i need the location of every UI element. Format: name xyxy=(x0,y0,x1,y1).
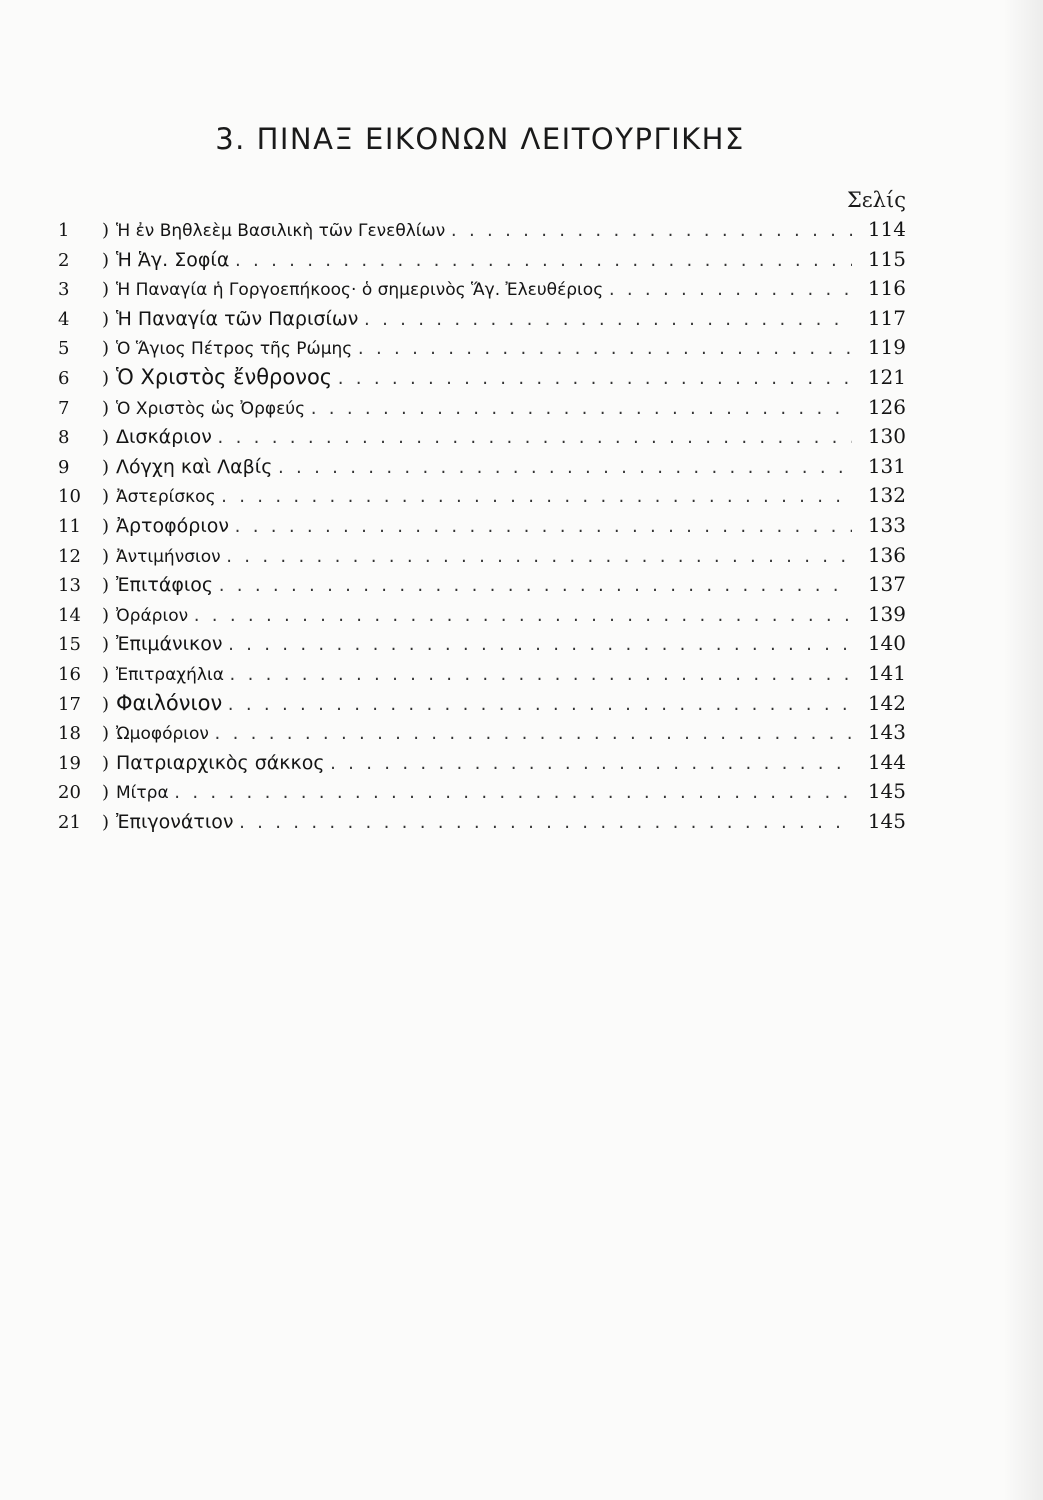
toc-entry xyxy=(58,217,906,247)
table-of-contents xyxy=(58,217,906,838)
dot-leader xyxy=(238,814,853,832)
dot-leader xyxy=(217,577,852,595)
entry-paren: ) xyxy=(102,575,110,597)
entry-label: Ὀράριον xyxy=(116,605,189,626)
toc-entry xyxy=(58,424,906,454)
entry-page-number: 121 xyxy=(867,364,906,389)
entry-page-number: 116 xyxy=(867,276,906,301)
entry-label: Πατριαρχικὸς σάκκος xyxy=(116,751,325,774)
entry-page-number: 115 xyxy=(867,246,906,271)
entry-page-number: 137 xyxy=(867,572,906,597)
toc-entry xyxy=(58,276,906,306)
entry-number: 1 xyxy=(58,220,70,241)
entry-label: Μίτρα xyxy=(116,783,169,804)
toc-entry xyxy=(58,483,906,513)
entry-paren: ) xyxy=(102,397,110,419)
dot-leader xyxy=(276,459,852,477)
toc-entry xyxy=(58,809,906,839)
entry-number: 19 xyxy=(58,752,81,774)
entry-page-number: 145 xyxy=(867,808,906,833)
entry-number: 2 xyxy=(58,249,70,271)
dot-leader xyxy=(362,311,852,329)
entry-paren: ) xyxy=(102,308,110,330)
entry-page-number: 119 xyxy=(867,335,906,360)
toc-entry xyxy=(58,720,906,750)
entry-label: Ἡ ἐν Βηθλεὲμ Βασιλικὴ τῶν Γενεθλίων xyxy=(116,221,446,241)
entry-paren: ) xyxy=(102,545,110,567)
entry-page-number: 136 xyxy=(867,542,906,567)
entry-page-number: 144 xyxy=(867,749,906,774)
toc-entry xyxy=(58,306,906,336)
dot-leader xyxy=(220,488,852,506)
entry-page-number: 117 xyxy=(867,305,906,330)
entry-paren: ) xyxy=(102,486,110,508)
dot-leader xyxy=(173,784,852,802)
entry-number: 12 xyxy=(58,545,81,567)
entry-paren: ) xyxy=(102,338,110,360)
entry-page-number: 140 xyxy=(867,631,906,656)
entry-page-number: 142 xyxy=(867,690,906,715)
entry-number: 20 xyxy=(58,782,81,804)
entry-page-number: 126 xyxy=(867,394,906,419)
dot-leader xyxy=(225,548,852,566)
toc-entry xyxy=(58,395,906,425)
entry-page-number: 133 xyxy=(867,512,906,537)
dot-leader xyxy=(226,636,852,654)
entry-label: Φαιλόνιον xyxy=(116,690,223,715)
entry-label: Ὁ Χριστὸς ὡς Ὀρφεύς xyxy=(116,398,306,419)
entry-page-number: 130 xyxy=(867,424,906,449)
toc-entry xyxy=(58,543,906,573)
page-title: 3. ΠΙΝΑΞ ΕΙΚΟΝΩΝ ΛΕΙΤΟΥΡΓΙΚΗΣ xyxy=(215,122,745,156)
entry-page-number: 132 xyxy=(867,483,906,508)
dot-leader xyxy=(233,518,852,536)
entry-number: 4 xyxy=(58,308,70,330)
entry-paren: ) xyxy=(102,811,110,833)
page-column-header: Σελίς xyxy=(846,188,906,212)
dot-leader xyxy=(607,281,852,299)
entry-number: 21 xyxy=(58,811,81,833)
entry-page-number: 145 xyxy=(867,779,906,804)
entry-paren: ) xyxy=(102,782,110,804)
entry-page-number: 139 xyxy=(867,601,906,626)
entry-paren: ) xyxy=(102,367,110,389)
entry-number: 8 xyxy=(58,427,70,449)
entry-label: Ἡ Παναγία ἡ Γοργοεπήκοος· ὁ σημερινὸς Ἅγ. Ἐλευθέριος xyxy=(116,280,604,301)
entry-number: 3 xyxy=(58,279,70,301)
entry-number: 17 xyxy=(58,693,81,715)
toc-entry xyxy=(58,247,906,277)
entry-paren: ) xyxy=(102,752,110,774)
dot-leader xyxy=(228,666,852,684)
entry-paren: ) xyxy=(102,427,110,449)
entry-number: 15 xyxy=(58,634,81,656)
entry-number: 5 xyxy=(58,338,70,360)
entry-number: 9 xyxy=(58,456,70,478)
entry-label: Ἐπιτραχήλια xyxy=(116,664,224,685)
entry-paren: ) xyxy=(102,723,110,745)
dot-leader xyxy=(356,340,852,358)
toc-entry xyxy=(58,691,906,721)
entry-label: Ἀστερίσκος xyxy=(116,487,216,508)
entry-page-number: 131 xyxy=(867,453,906,478)
entry-paren: ) xyxy=(102,515,110,537)
toc-entry xyxy=(58,365,906,395)
entry-number: 7 xyxy=(58,397,70,419)
toc-entry xyxy=(58,661,906,691)
entry-number: 16 xyxy=(58,663,81,685)
dot-leader xyxy=(449,222,852,240)
entry-label: Ἡ Παναγία τῶν Παρισίων xyxy=(116,307,359,330)
dot-leader xyxy=(336,370,852,388)
entry-number: 10 xyxy=(58,486,81,508)
dot-leader xyxy=(309,400,852,418)
entry-paren: ) xyxy=(102,604,110,626)
entry-page-number: 141 xyxy=(867,660,906,685)
toc-entry xyxy=(58,779,906,809)
entry-paren: ) xyxy=(102,634,110,656)
page-edge-shadow xyxy=(1003,0,1043,1500)
dot-leader xyxy=(216,429,852,447)
dot-leader xyxy=(192,607,852,625)
entry-number: 14 xyxy=(58,604,81,626)
entry-label: Ἡ Ἁγ. Σοφία xyxy=(116,248,230,271)
dot-leader xyxy=(328,755,852,773)
toc-entry xyxy=(58,335,906,365)
entry-label: Ἐπιτάφιος xyxy=(116,574,214,597)
toc-entry xyxy=(58,631,906,661)
toc-entry xyxy=(58,572,906,602)
entry-label: Ἀντιμήνσιον xyxy=(116,546,221,567)
entry-number: 13 xyxy=(58,575,81,597)
entry-paren: ) xyxy=(102,220,110,241)
dot-leader xyxy=(233,252,852,270)
entry-label: Ἐπιγονάτιον xyxy=(116,810,234,833)
entry-label: Ἐπιμάνικον xyxy=(116,633,223,656)
entry-page-number: 143 xyxy=(867,720,906,745)
entry-page-number: 114 xyxy=(867,217,906,241)
toc-entry xyxy=(58,602,906,632)
entry-label: Ἀρτοφόριον xyxy=(116,514,230,537)
entry-label: Ὠμοφόριον xyxy=(116,724,209,745)
entry-paren: ) xyxy=(102,456,110,478)
toc-entry xyxy=(58,750,906,780)
entry-number: 6 xyxy=(58,367,70,389)
entry-paren: ) xyxy=(102,693,110,715)
entry-number: 18 xyxy=(58,723,81,745)
entry-label: Ὁ Χριστὸς ἔνθρονος xyxy=(116,364,333,389)
entry-number: 11 xyxy=(58,515,81,537)
entry-label: Ὁ Ἅγιος Πέτρος τῆς Ρώμης xyxy=(116,339,353,360)
entry-paren: ) xyxy=(102,279,110,301)
entry-paren: ) xyxy=(102,249,110,271)
entry-label: Λόγχη καὶ Λαβίς xyxy=(116,455,273,478)
entry-label: Δισκάριον xyxy=(116,426,212,449)
entry-paren: ) xyxy=(102,663,110,685)
toc-entry xyxy=(58,513,906,543)
dot-leader xyxy=(213,725,852,743)
dot-leader xyxy=(226,696,852,714)
toc-entry xyxy=(58,454,906,484)
